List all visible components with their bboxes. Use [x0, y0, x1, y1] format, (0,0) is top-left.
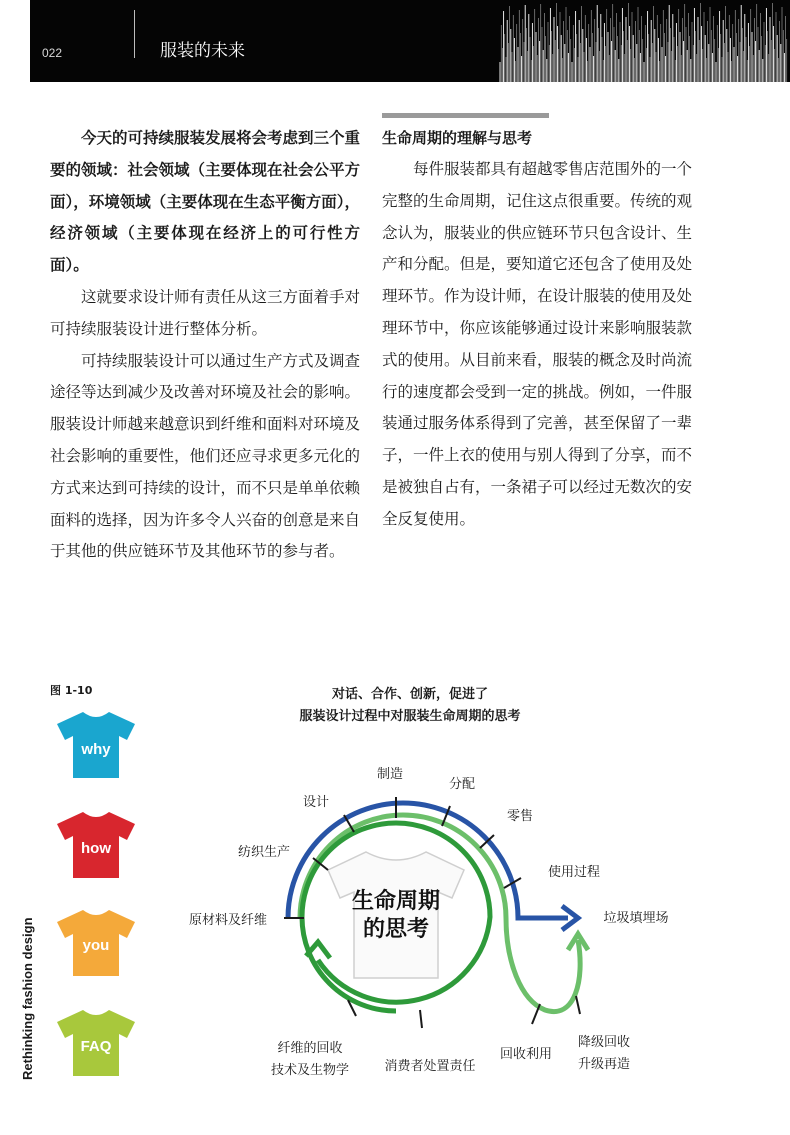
node-label: 回收利用 — [499, 1047, 553, 1062]
left-column — [50, 123, 360, 568]
node-label: 设计 — [302, 795, 330, 810]
body-paragraph: 这就要求设计师有责任从这三方面着手对可持续服装设计进行整体分析。 — [50, 287, 361, 338]
section-rule — [382, 113, 549, 118]
node-label: 降级回收 — [577, 1035, 631, 1050]
tshirt-label: why — [81, 741, 111, 758]
body-paragraph: 可持续服装设计可以通过生产方式及调查途径等达到减少及改善对环境及社会的影响。服装设计师越来越意识到纤维和面料对环境及社会影响的重要性，他们还应寻求更多元化的方式来达到可持续的设计，而不只是单单依赖面料的选择，因为许多令人兴奋的创意是来自于其他的供应链环节及其他环节的参与者。 — [50, 351, 361, 561]
node-label: 垃圾填埋场 — [603, 911, 669, 926]
tshirt-label: how — [81, 840, 111, 857]
chapter-title: 服装的未来 — [160, 41, 245, 61]
center-title: 生命周期 — [351, 889, 441, 914]
tshirt-label: you — [82, 937, 110, 954]
barcode-pattern — [460, 0, 790, 82]
caption-line: 服装设计过程中对服装生命周期的思考 — [299, 709, 521, 724]
right-column — [382, 123, 692, 536]
node-label: 使用过程 — [547, 865, 601, 880]
tshirt-label: FAQ — [80, 1038, 112, 1055]
node-label: 分配 — [448, 777, 476, 792]
life-cycle-diagram — [0, 740, 790, 1135]
lead-paragraph: 今天的可持续服装发展将会考虑到三个重要的领域：社会领域（主要体现在社会公平方面），环境领域（主要体现在生态平衡方面），经济领域（主要体现在经济上的可行性方面）。 — [50, 129, 361, 275]
sidebar-book-title: Rethinking fashion design — [20, 917, 35, 1080]
node-label: 升级再造 — [577, 1057, 631, 1072]
node-label: 零售 — [506, 809, 534, 824]
figure-caption — [240, 684, 580, 728]
center-title: 的思考 — [362, 917, 430, 942]
node-label: 原材料及纤维 — [188, 913, 268, 928]
center-shirt-outline — [328, 852, 464, 978]
page-number: 022 — [42, 46, 63, 60]
header-divider — [134, 10, 135, 58]
figure-label: 图 1-10 — [50, 684, 93, 697]
node-label: 纺织生产 — [237, 845, 291, 860]
node-label: 消费者处置责任 — [384, 1059, 476, 1074]
node-label: 制造 — [376, 767, 404, 782]
node-label: 纤维的回收 — [277, 1041, 343, 1056]
caption-line: 对话、合作、创新，促进了 — [331, 687, 488, 702]
section-title: 生命周期的理解与思考 — [382, 129, 533, 147]
node-label: 技术及生物学 — [270, 1063, 350, 1078]
page-header — [30, 0, 790, 82]
arrow-head-icon — [306, 942, 330, 958]
body-paragraph: 每件服装都具有超越零售店范围外的一个完整的生命周期，记住这点很重要。传统的观念认为，服装业的供应链环节只包含设计、生产和分配。但是，要知道它还包含了使用及处理环节。作为设计师，在设计服装的使用及处理环节中，你应该能够通过设计来影响服装款式的使用。从目前来看，服装的概念及时尚流行的速度都会受到一定的挑战。例如，一件服装通过服务体系得到了完善，甚至保留了一辈子，一件上衣的使用与别人得到了分享，而不是被独自占有，一条裙子可以经过无数次的安全反复使用。 — [382, 160, 693, 528]
